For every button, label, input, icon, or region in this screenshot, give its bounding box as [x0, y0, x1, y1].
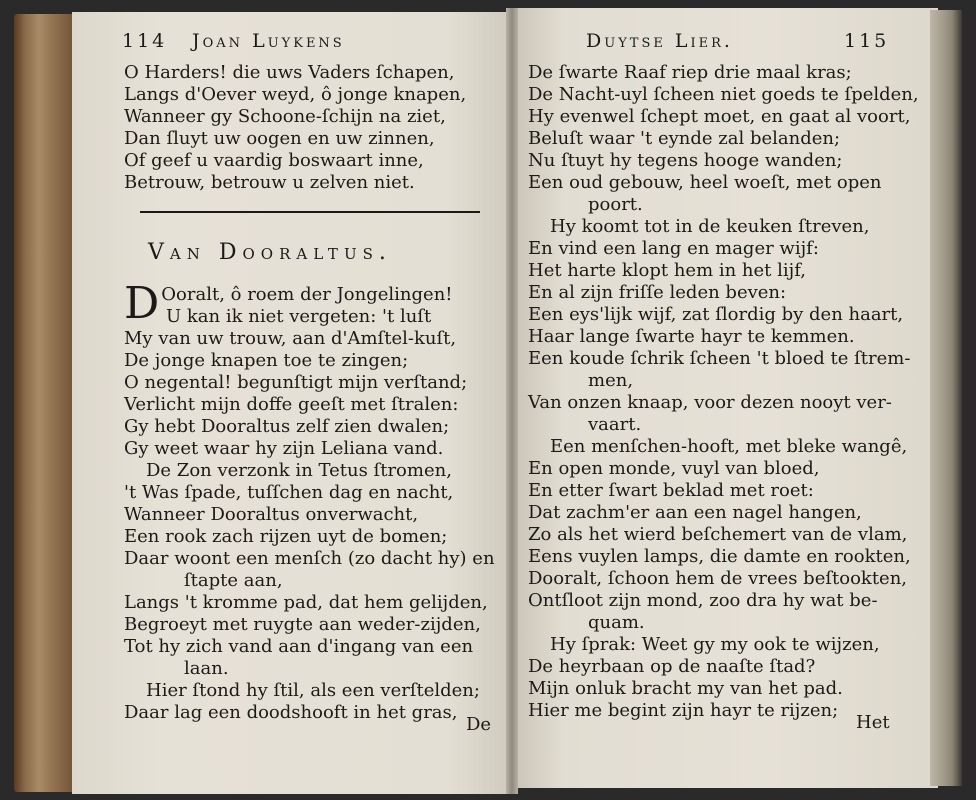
poem-line: quam. [588, 612, 645, 633]
poem-line: Hier me begint zijn hayr te rijzen; [528, 700, 839, 721]
poem-line: Het harte klopt hem in het lijf, [528, 260, 806, 281]
poem-line: men, [588, 370, 634, 391]
book-fore-edge-left [14, 14, 76, 792]
poem-line: De jonge knapen toe te zingen; [124, 350, 409, 371]
section-title: Van Dooraltus. [148, 240, 392, 265]
poem-line: Dooralt, ſchoon hem de vrees beſtookten, [528, 568, 908, 589]
poem-line: Van onzen knaap, voor dezen nooyt ver- [528, 392, 892, 413]
poem-line: U kan ik niet vergeten: 't luſt [166, 306, 432, 327]
poem-line: Langs 't kromme pad, dat hem gelijden, [124, 592, 488, 613]
poem-line: De heyrbaan op de naaſte ſtad? [528, 656, 816, 677]
poem-line: Daar lag een doodshooft in het gras, [124, 702, 458, 723]
poem-line: poort. [588, 194, 643, 215]
left-running-head: Joan Luykens [192, 30, 345, 52]
poem-line: laan. [184, 658, 229, 679]
poem-line: Een menſchen-hooft, met bleke wangê, [550, 436, 908, 457]
poem-line: Een eys'lijk wijf, zat ſlordig by den haart, [528, 304, 904, 325]
poem-line: En vind een lang en mager wijf: [528, 238, 819, 259]
poem-line: Gy weet waar hy zijn Leliana vand. [124, 438, 444, 459]
poem-line: En open monde, vuyl van bloed, [528, 458, 820, 479]
poem-line: En etter ſwart beklad met roet: [528, 480, 814, 501]
stanza-line: O Harders! die uws Vaders ſchapen, [124, 62, 455, 83]
left-catchword: De [466, 714, 492, 735]
poem-line: Hier ſtond hy ſtil, als een verſtelden; [146, 680, 480, 701]
poem-line: Tot hy zich vand aan d'ingang van een [124, 636, 474, 657]
drop-cap: D [124, 278, 160, 329]
poem-line: Daar woont een menſch (zo dacht hy) en [124, 548, 495, 569]
section-divider-rule [140, 211, 480, 213]
right-catchword: Het [856, 712, 890, 733]
poem-line: En al zijn friſſe leden beven: [528, 282, 787, 303]
poem-line: De Zon verzonk in Tetus ſtromen, [146, 460, 452, 481]
poem-line: 't Was ſpade, tuſſchen dag en nacht, [124, 482, 454, 503]
poem-line: Zo als het wierd beſchemert van de vlam, [528, 524, 908, 545]
poem-line: Hy koomt tot in de keuken ſtreven, [550, 216, 870, 237]
poem-line: Ontſloot zijn mond, zoo dra hy wat be- [528, 590, 878, 611]
right-poem [528, 62, 919, 722]
right-page-number: 115 [844, 30, 890, 52]
poem-line: Verlicht mijn doffe geeſt met ſtralen: [124, 394, 459, 415]
left-poem [124, 278, 495, 724]
stanza-line: Betrouw, betrouw u zelven niet. [124, 172, 415, 193]
right-running-head: Duytse Lier. [586, 30, 733, 52]
poem-line: ſtapte aan, [184, 570, 283, 591]
poem-line: Beluſt waar 't eynde zal belanden; [528, 128, 841, 149]
poem-line: Hy ſprak: Weet gy my ook te wijzen, [550, 634, 880, 655]
poem-line: De Nacht-uyl ſcheen niet goeds te ſpelden, [528, 84, 919, 105]
stanza-line: Wanneer gy Schoone-ſchijn na ziet, [124, 106, 446, 127]
poem-line: Een rook zach rijzen uyt de bomen; [124, 526, 448, 547]
left-page-number: 114 [122, 30, 168, 52]
poem-line: Nu ſtuyt hy tegens hooge wanden; [528, 150, 843, 171]
stanza-line: Of geef u vaardig boswaart inne, [124, 150, 424, 171]
stanza-line: Dan ſluyt uw oogen en uw zinnen, [124, 128, 435, 149]
left-stanza [124, 62, 466, 194]
poem-line: Wanneer Dooraltus onverwacht, [124, 504, 419, 525]
poem-line: Een oud gebouw, heel woeſt, met open [528, 172, 882, 193]
poem-line: Hy evenwel ſchept moet, en gaat al voort, [528, 106, 911, 127]
poem-line: Eens vuylen lamps, die damte en rookten, [528, 546, 911, 567]
poem-line: Mijn onluk bracht my van het pad. [528, 678, 843, 699]
book-fore-edge-right [930, 10, 962, 786]
book-gutter [506, 8, 518, 794]
poem-line: My van uw trouw, aan d'Amſtel-kuſt, [124, 328, 457, 349]
poem-line: Ooralt, ô roem der Jongelingen! [161, 284, 453, 305]
poem-line: Haar lange ſwarte hayr te kemmen. [528, 326, 855, 347]
stanza-line: Langs d'Oever weyd, ô jonge knapen, [124, 84, 467, 105]
poem-line: De ſwarte Raaf riep drie maal kras; [528, 62, 852, 83]
poem-line: Begroeyt met ruygte aan weder-zijden, [124, 614, 481, 635]
poem-line: Gy hebt Dooraltus zelf zien dwalen; [124, 416, 450, 437]
poem-line: O negental! begunſtigt mijn verſtand; [124, 372, 468, 393]
poem-line: Dat zachm'er aan een nagel hangen, [528, 502, 862, 523]
poem-line: Een koude ſchrik ſcheen 't bloed te ſtrem- [528, 348, 911, 369]
poem-line: vaart. [588, 414, 642, 435]
